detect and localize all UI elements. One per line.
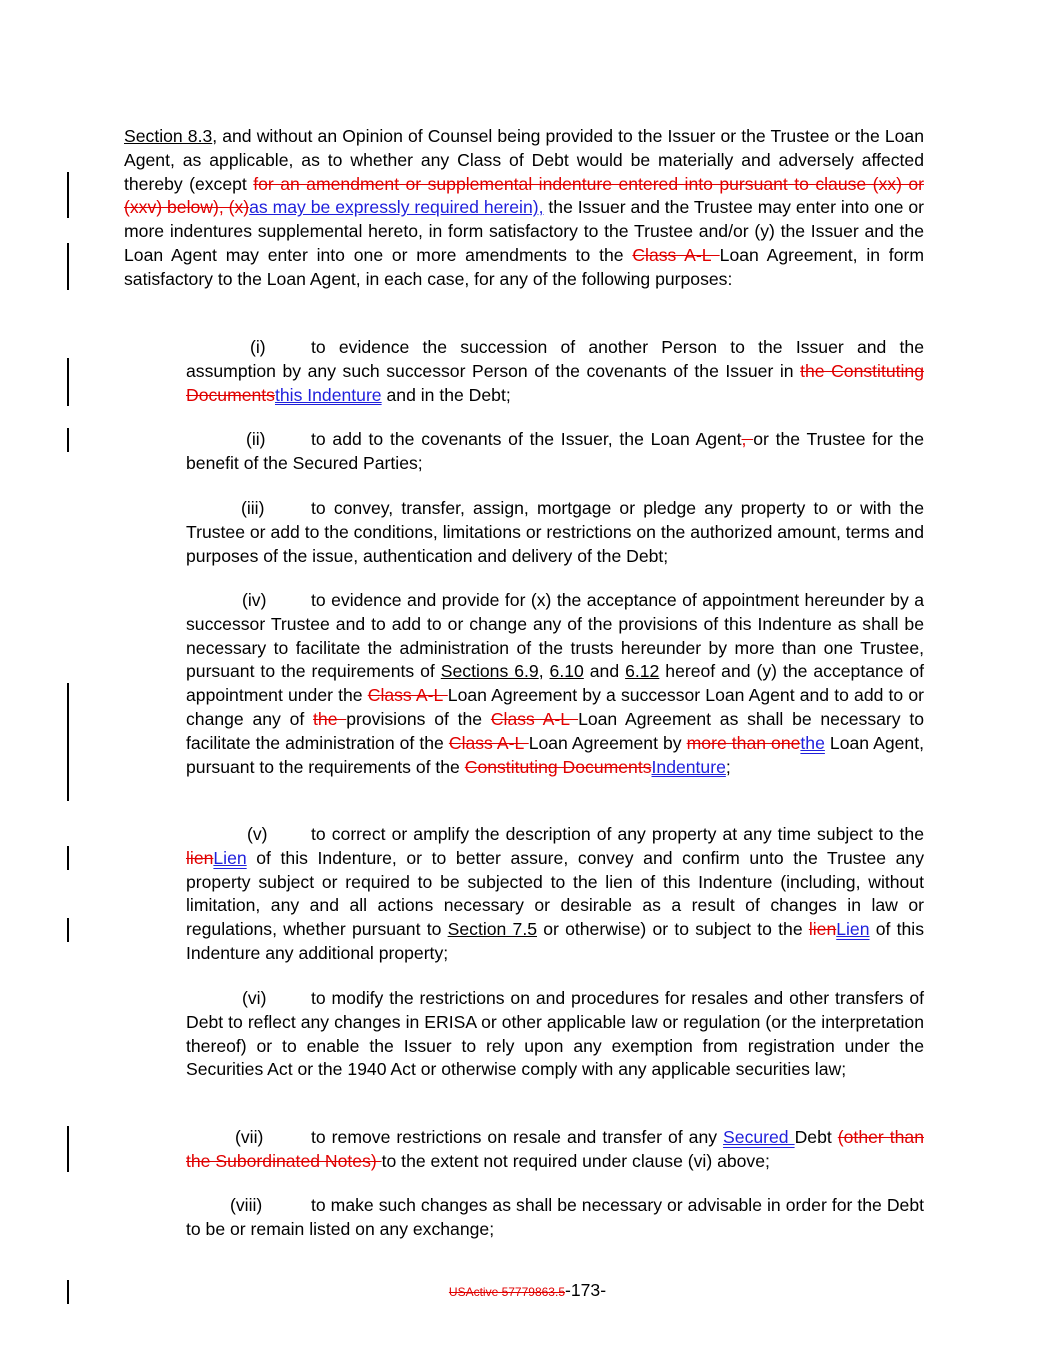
deleted-text: the [313, 708, 347, 729]
clause-label: (v) [247, 824, 268, 844]
text: hereof and (y) the acceptance of appointment under the [186, 661, 925, 706]
section-reference[interactable]: Section 8.3 [124, 126, 213, 146]
clause-v [186, 823, 924, 966]
section-reference[interactable]: 6.12 [625, 661, 660, 682]
text: or otherwise) or to subject to the [537, 919, 809, 940]
clause-label: (vi) [242, 988, 267, 1008]
section-reference[interactable]: 6.10 [549, 661, 584, 682]
text: Loan Agreement by [528, 732, 687, 753]
text: to evidence the succession of another Person to the Issuer and the assumption by any such successor Person of the covenants of the Issuer in [186, 337, 924, 381]
section-reference[interactable]: Sections 6.9 [440, 661, 539, 682]
change-bar [67, 1126, 69, 1172]
text: and [583, 661, 626, 682]
text: to add to the covenants of the Issuer, the Loan Agent [311, 429, 742, 449]
clause-label: (ii) [246, 429, 266, 449]
text: to convey, transfer, assign, mortgage or pledge any property to or with the Trustee or add to the conditions, limitations or restrictions on the authorized amount, terms and purposes of the issue, authentication and delivery of the Debt; [186, 498, 924, 566]
text: to correct or amplify the description of any property at any time subject to the [311, 824, 924, 844]
clause-label: (iii) [241, 498, 265, 518]
text: Loan Agreement as shall be necessary to facilitate the administration of the [186, 708, 924, 753]
change-bar [67, 243, 69, 290]
document-stamp: USActive 57779863.5 [448, 1285, 565, 1299]
change-bar [67, 918, 69, 942]
deleted-text: lien [808, 919, 837, 940]
change-bar [67, 683, 69, 801]
deleted-text: Class A-L [632, 244, 720, 265]
text: Loan Agreement by a successor Loan Agent and to add to or change any of [186, 685, 924, 729]
change-bar [67, 846, 69, 870]
change-bar [67, 358, 69, 406]
clause-label: (iv) [242, 590, 267, 610]
text: provisions of the [346, 708, 491, 729]
clause-iii [186, 497, 924, 568]
section-reference[interactable]: Section 7.5 [447, 919, 537, 940]
inserted-text: Indenture [651, 756, 726, 777]
clause-vii [186, 1126, 924, 1174]
deleted-text: lien [186, 847, 214, 868]
text: , and without an Opinion of Counsel being provided to the Issuer or the Trustee or the Loan Agent, as applicable, as to whether any Class of Debt would be materially and adversely affected thereby (except [124, 126, 924, 194]
text: ; [725, 756, 731, 777]
clause-label: (vii) [235, 1127, 264, 1147]
text: of this Indenture, or to better assure, convey and confirm unto the Trustee any property subject or required to be subjected to the lien of this Indenture (including, without limitation, any and all actions necessary or desirable as a result of changes in law or regulations, whether pursuant to [186, 847, 924, 940]
text: to modify the restrictions on and procedures for resales and other transfers of Debt to reflect any changes in ERISA or other applicable law or regulation (or the interpretation thereof) or to enable the Issuer to rely upon any exemption from registration under the Securities Act or the 1940 Act or otherwise comply with any applicable securities law; [186, 988, 924, 1080]
deleted-text: Class A-L [367, 685, 448, 706]
clause-viii [186, 1194, 924, 1242]
text: to remove restrictions on resale and transfer of any [311, 1127, 724, 1147]
inserted-text: this Indenture [274, 384, 382, 405]
clause-iv [186, 589, 924, 779]
text: or the Trustee for the benefit of the Secured Parties; [186, 429, 924, 473]
clause-vi [186, 987, 924, 1082]
text: of this Indenture any additional property; [186, 919, 925, 963]
text: to evidence and provide for (x) the acceptance of appointment hereunder by a successor Trustee and to add to or change any of the provisions of this Indenture as shall be necessary to facilitate the administration of the trusts hereunder by more than one Trustee, pursuant to the requirements of [186, 590, 924, 682]
text: the Issuer and the Trustee may enter into one or more indentures supplemental hereto, in form satisfactory to the Trustee and/or (y) the Issuer and the Loan Agent may enter into one or more amendments to the [124, 197, 924, 265]
deleted-text: for an amendment or supplemental indenture entered into pursuant to clause (xx) or (xxv) below), (x) [124, 173, 924, 218]
clause-ii [186, 428, 924, 476]
page-number: -173- [565, 1280, 607, 1300]
deleted-text: , [741, 429, 754, 449]
inserted-text: the [800, 732, 825, 753]
deleted-text: Class A-L [490, 708, 579, 729]
page-footer [0, 1280, 1055, 1301]
deleted-text: the Constituting Documents [186, 360, 924, 405]
deleted-text: Class A-L [448, 732, 529, 753]
clause-i [186, 336, 924, 407]
inserted-text: Secured [723, 1127, 795, 1147]
text: Loan Agent, pursuant to the requirements of the [186, 732, 924, 777]
text: to the extent not required under clause (vi) above; [381, 1150, 770, 1171]
text: Loan Agreement, in form satisfactory to the Loan Agent, in each case, for any of the following purposes: [124, 244, 924, 289]
text: Debt [794, 1127, 838, 1147]
change-bar [67, 172, 69, 218]
inserted-text: as may be expressly required herein), [249, 197, 544, 218]
text: and in the Debt; [381, 384, 511, 405]
deleted-text: more than one [686, 732, 801, 753]
clause-label: (i) [250, 337, 266, 357]
text: , [538, 661, 550, 682]
inserted-text: Lien [213, 847, 247, 868]
text: to make such changes as shall be necessary or advisable in order for the Debt to be or remain listed on any exchange; [186, 1195, 924, 1239]
intro-paragraph [124, 125, 924, 292]
change-bar [67, 428, 69, 452]
inserted-text: Lien [836, 919, 870, 940]
clause-label: (viii) [230, 1195, 263, 1215]
deleted-text: Constituting Documents [464, 756, 652, 777]
deleted-text: (other than the Subordinated Notes) [186, 1127, 924, 1171]
